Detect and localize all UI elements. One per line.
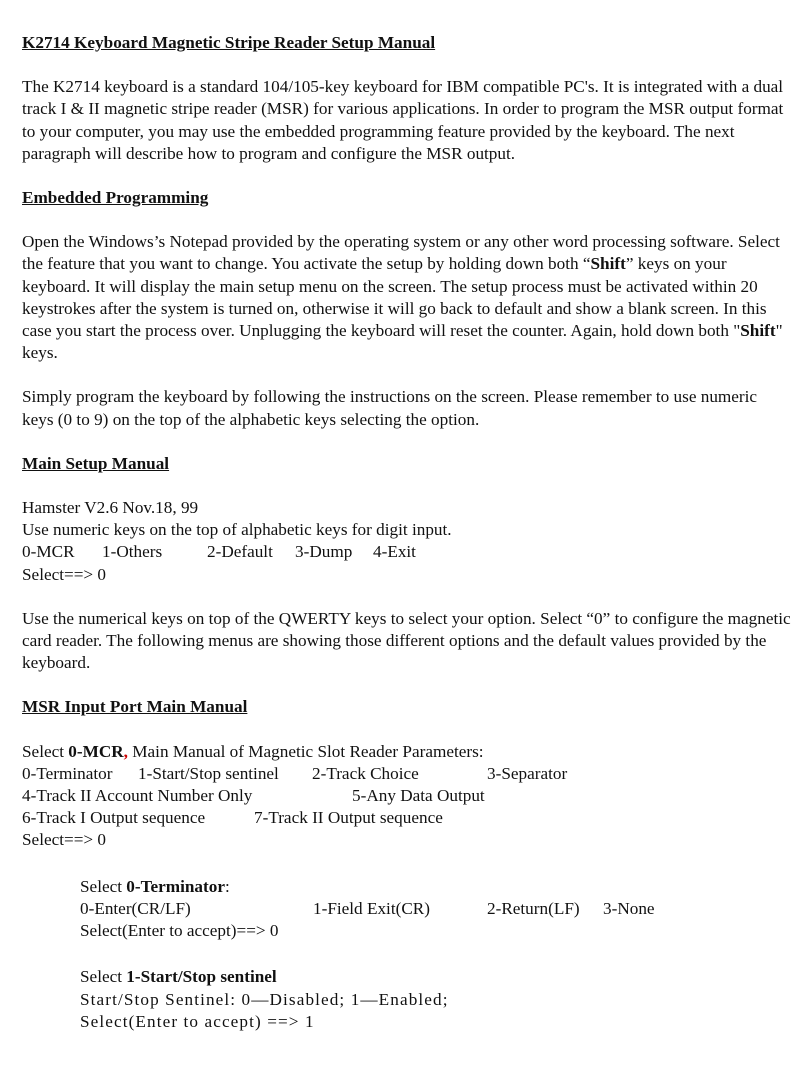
main-setup-heading: Main Setup Manual [22,453,170,473]
menu-option-mcr: 0-MCR [22,542,75,562]
qwerty-paragraph: Use the numerical keys on top of the QWERTY keys to select your option. Select “0” to configure the magnetic card reader. The following menus are showing those different options and the default values provided by the keyboard. [22,608,791,673]
embedded-programming-heading: Embedded Programming [22,188,209,208]
sentinel-title [80,966,792,988]
terminator-prefix: Select [80,876,127,896]
terminator-options [80,898,792,920]
embedded-text-c: " keys. [22,321,783,363]
document-title: K2714 Keyboard Magnetic Stripe Reader Setup Manual [22,33,436,52]
menu-option-others: 1-Others [102,542,163,562]
terminator-bold: 0-Terminator [126,876,225,896]
msr-option-terminator: 0-Terminator [22,763,113,783]
terminator-select: Select(Enter to accept)==> 0 [80,921,279,941]
shift-key-label-1: Shift [590,254,626,274]
msr-option-any-data: 5-Any Data Output [352,786,485,806]
document-page [22,32,792,1033]
embedded-text-b: ” keys on your keyboard. It will display the main setup menu on the screen. The setup process must be activated within 20 keystrokes after the system is turned on, otherwise it will go back to default and show a blank screen. In this case you start the process over. Unplugging the keyboard will reset the counter. Again, hold down both " [22,254,767,341]
terminator-option-field-exit: 1-Field Exit(CR) [313,898,430,918]
terminator-option-enter: 0-Enter(CR/LF) [80,898,191,918]
sentinel-options: Start/Stop Sentinel: 0—Disabled; 1—Enabled; [80,989,449,1009]
menu-option-dump: 3-Dump [295,542,353,562]
main-menu-options [22,541,792,563]
msr-options-row-2 [22,785,792,807]
main-select-line: Select==> 0 [22,564,106,584]
terminator-colon: : [224,876,230,896]
msr-option-track2-account: 4-Track II Account Number Only [22,786,253,806]
msr-option-separator: 3-Separator [487,763,568,783]
msr-option-track1-sequence: 6-Track I Output sequence [22,808,206,828]
msr-option-track-choice: 2-Track Choice [312,763,419,783]
msr-select-value: Select==> 0 [22,830,106,850]
msr-option-sentinel: 1-Start/Stop sentinel [138,763,279,783]
msr-options-row-1 [22,763,792,785]
shift-key-label-2: Shift [740,321,776,341]
msr-options-row-3 [22,807,792,829]
terminator-option-return: 2-Return(LF) [487,898,580,918]
msr-select-rest: Main Manual of Magnetic Slot Reader Parameters: [127,741,484,761]
embedded-text-a: Open the Windows’s Notepad provided by the operating system or any other word processing software. Select the feature that you want to change. You activate the setup by holding down both “ [22,232,780,274]
msr-select-mcr: 0-MCR [68,741,124,761]
terminator-title [80,876,792,898]
msr-heading: MSR Input Port Main Manual [22,697,248,717]
version-line: Hamster V2.6 Nov.18, 99 [22,498,199,518]
numeric-keys-line: Use numeric keys on the top of alphabetic keys for digit input. [22,520,452,540]
msr-select-line [22,741,792,763]
msr-select-prefix: Select [22,741,69,761]
sentinel-prefix: Select [80,967,127,987]
menu-option-exit: 4-Exit [373,542,416,562]
terminator-section [22,876,792,1033]
embedded-paragraph-1 [22,231,792,364]
msr-option-track2-sequence: 7-Track II Output sequence [254,808,443,828]
msr-select-comma: , [123,741,128,761]
terminator-option-none: 3-None [603,898,655,918]
embedded-paragraph-2: Simply program the keyboard by following the instructions on the screen. Please remember to use numeric keys (0 to 9) on the top of the alphabetic keys selecting the option. [22,387,758,429]
sentinel-select: Select(Enter to accept) ==> 1 [80,1011,315,1031]
intro-paragraph: The K2714 keyboard is a standard 104/105-key keyboard for IBM compatible PC's. It is integrated with a dual track I & II magnetic stripe reader (MSR) for various applications. In order to program the MSR output format to your computer, you may use the embedded programming feature provided by the keyboard. The next paragraph will describe how to program and configure the MSR output. [22,77,784,163]
menu-option-default: 2-Default [207,542,273,562]
sentinel-bold: 1-Start/Stop sentinel [126,967,277,987]
